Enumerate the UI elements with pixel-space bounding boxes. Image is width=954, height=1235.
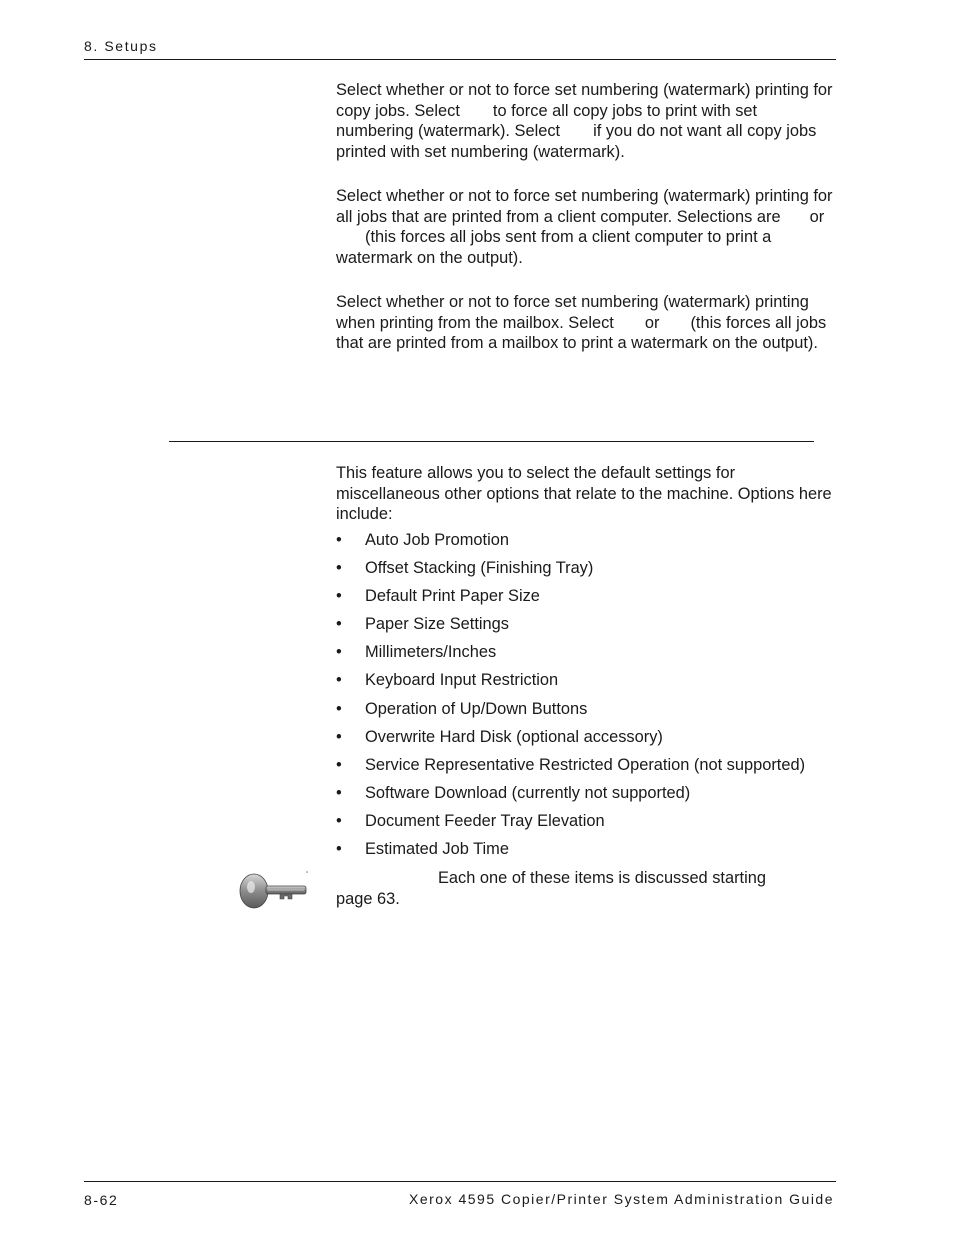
list-item: • Auto Job Promotion [336, 531, 509, 549]
options-list [336, 530, 805, 867]
bullet: • [336, 559, 342, 578]
list-item: • Operation of Up/Down Buttons [336, 699, 588, 718]
list-item: • Default Print Paper Size [336, 587, 540, 606]
bullet: • [336, 643, 342, 662]
list-item: • Keyboard Input Restriction [336, 671, 559, 690]
other-intro-paragraph: This feature allows you to select the default settings for miscellaneous other options that relate to the machine. Options here include: [336, 464, 832, 523]
list-item: • Document Feeder Tray Elevation [336, 811, 605, 830]
bullet: • [336, 727, 342, 746]
mailbox-jobs-text-a: Select whether or not to force set numbering (watermark) printing when printing from the mailbox. Select [336, 293, 809, 332]
bullet: • [336, 783, 342, 802]
copy-jobs-text-c: if you do not want all copy jobs printed with set numbering (watermark). [336, 122, 817, 161]
bullet: • [336, 840, 342, 859]
client-jobs-text-c: (this forces all jobs sent from a client computer to print a watermark on the output). [336, 228, 772, 267]
bullet: • [336, 671, 342, 690]
mailbox-jobs-text-c: (this forces all jobs that are printed from a mailbox to print a watermark on the output). [336, 313, 827, 352]
key-icon [238, 868, 310, 912]
copy-jobs-text-b: to force all copy jobs to print with set numbering (watermark). Select [336, 101, 758, 140]
mailbox-jobs-text-b: or [644, 313, 660, 332]
client-jobs-text-b: or [809, 207, 825, 226]
copy-jobs-paragraph [336, 80, 836, 162]
note-text-a: Each one of these items is discussed starting [438, 869, 766, 887]
bullet: • [336, 699, 342, 718]
list-item: • Software Download (currently not supported) [336, 783, 691, 802]
section-divider [169, 441, 814, 442]
list-item: • Millimeters/Inches [336, 643, 497, 662]
bullet: • [336, 587, 342, 606]
bullet: • [336, 531, 342, 549]
mailbox-jobs-paragraph [336, 292, 836, 354]
list-item: • Service Representative Restricted Operation (not supported) [336, 755, 806, 774]
note-paragraph [336, 868, 836, 909]
list-item: • Paper Size Settings [336, 615, 509, 634]
bullet: • [336, 615, 342, 634]
note-text-b: page 63. [336, 889, 400, 908]
list-item: • Overwrite Hard Disk (optional accessory) [336, 727, 663, 746]
bullet: • [336, 755, 342, 774]
client-jobs-text-a: Select whether or not to force set numbering (watermark) printing for all jobs that are printed from a client computer. Selections are [336, 187, 833, 226]
copy-jobs-text-a: Select whether or not to force set numbering (watermark) printing for copy jobs. Select [336, 81, 833, 120]
running-header: 8. Setups [84, 38, 158, 54]
document-title: Xerox 4595 Copier/Printer System Administration Guide [409, 1191, 834, 1207]
list-item: • Estimated Job Time [336, 840, 509, 859]
bullet: • [336, 811, 342, 830]
footer-rule [84, 1181, 836, 1182]
list-item: • Offset Stacking (Finishing Tray) [336, 559, 594, 578]
page-number: 8-62 [84, 1192, 119, 1208]
header-rule [84, 59, 836, 60]
client-jobs-paragraph [336, 186, 836, 268]
